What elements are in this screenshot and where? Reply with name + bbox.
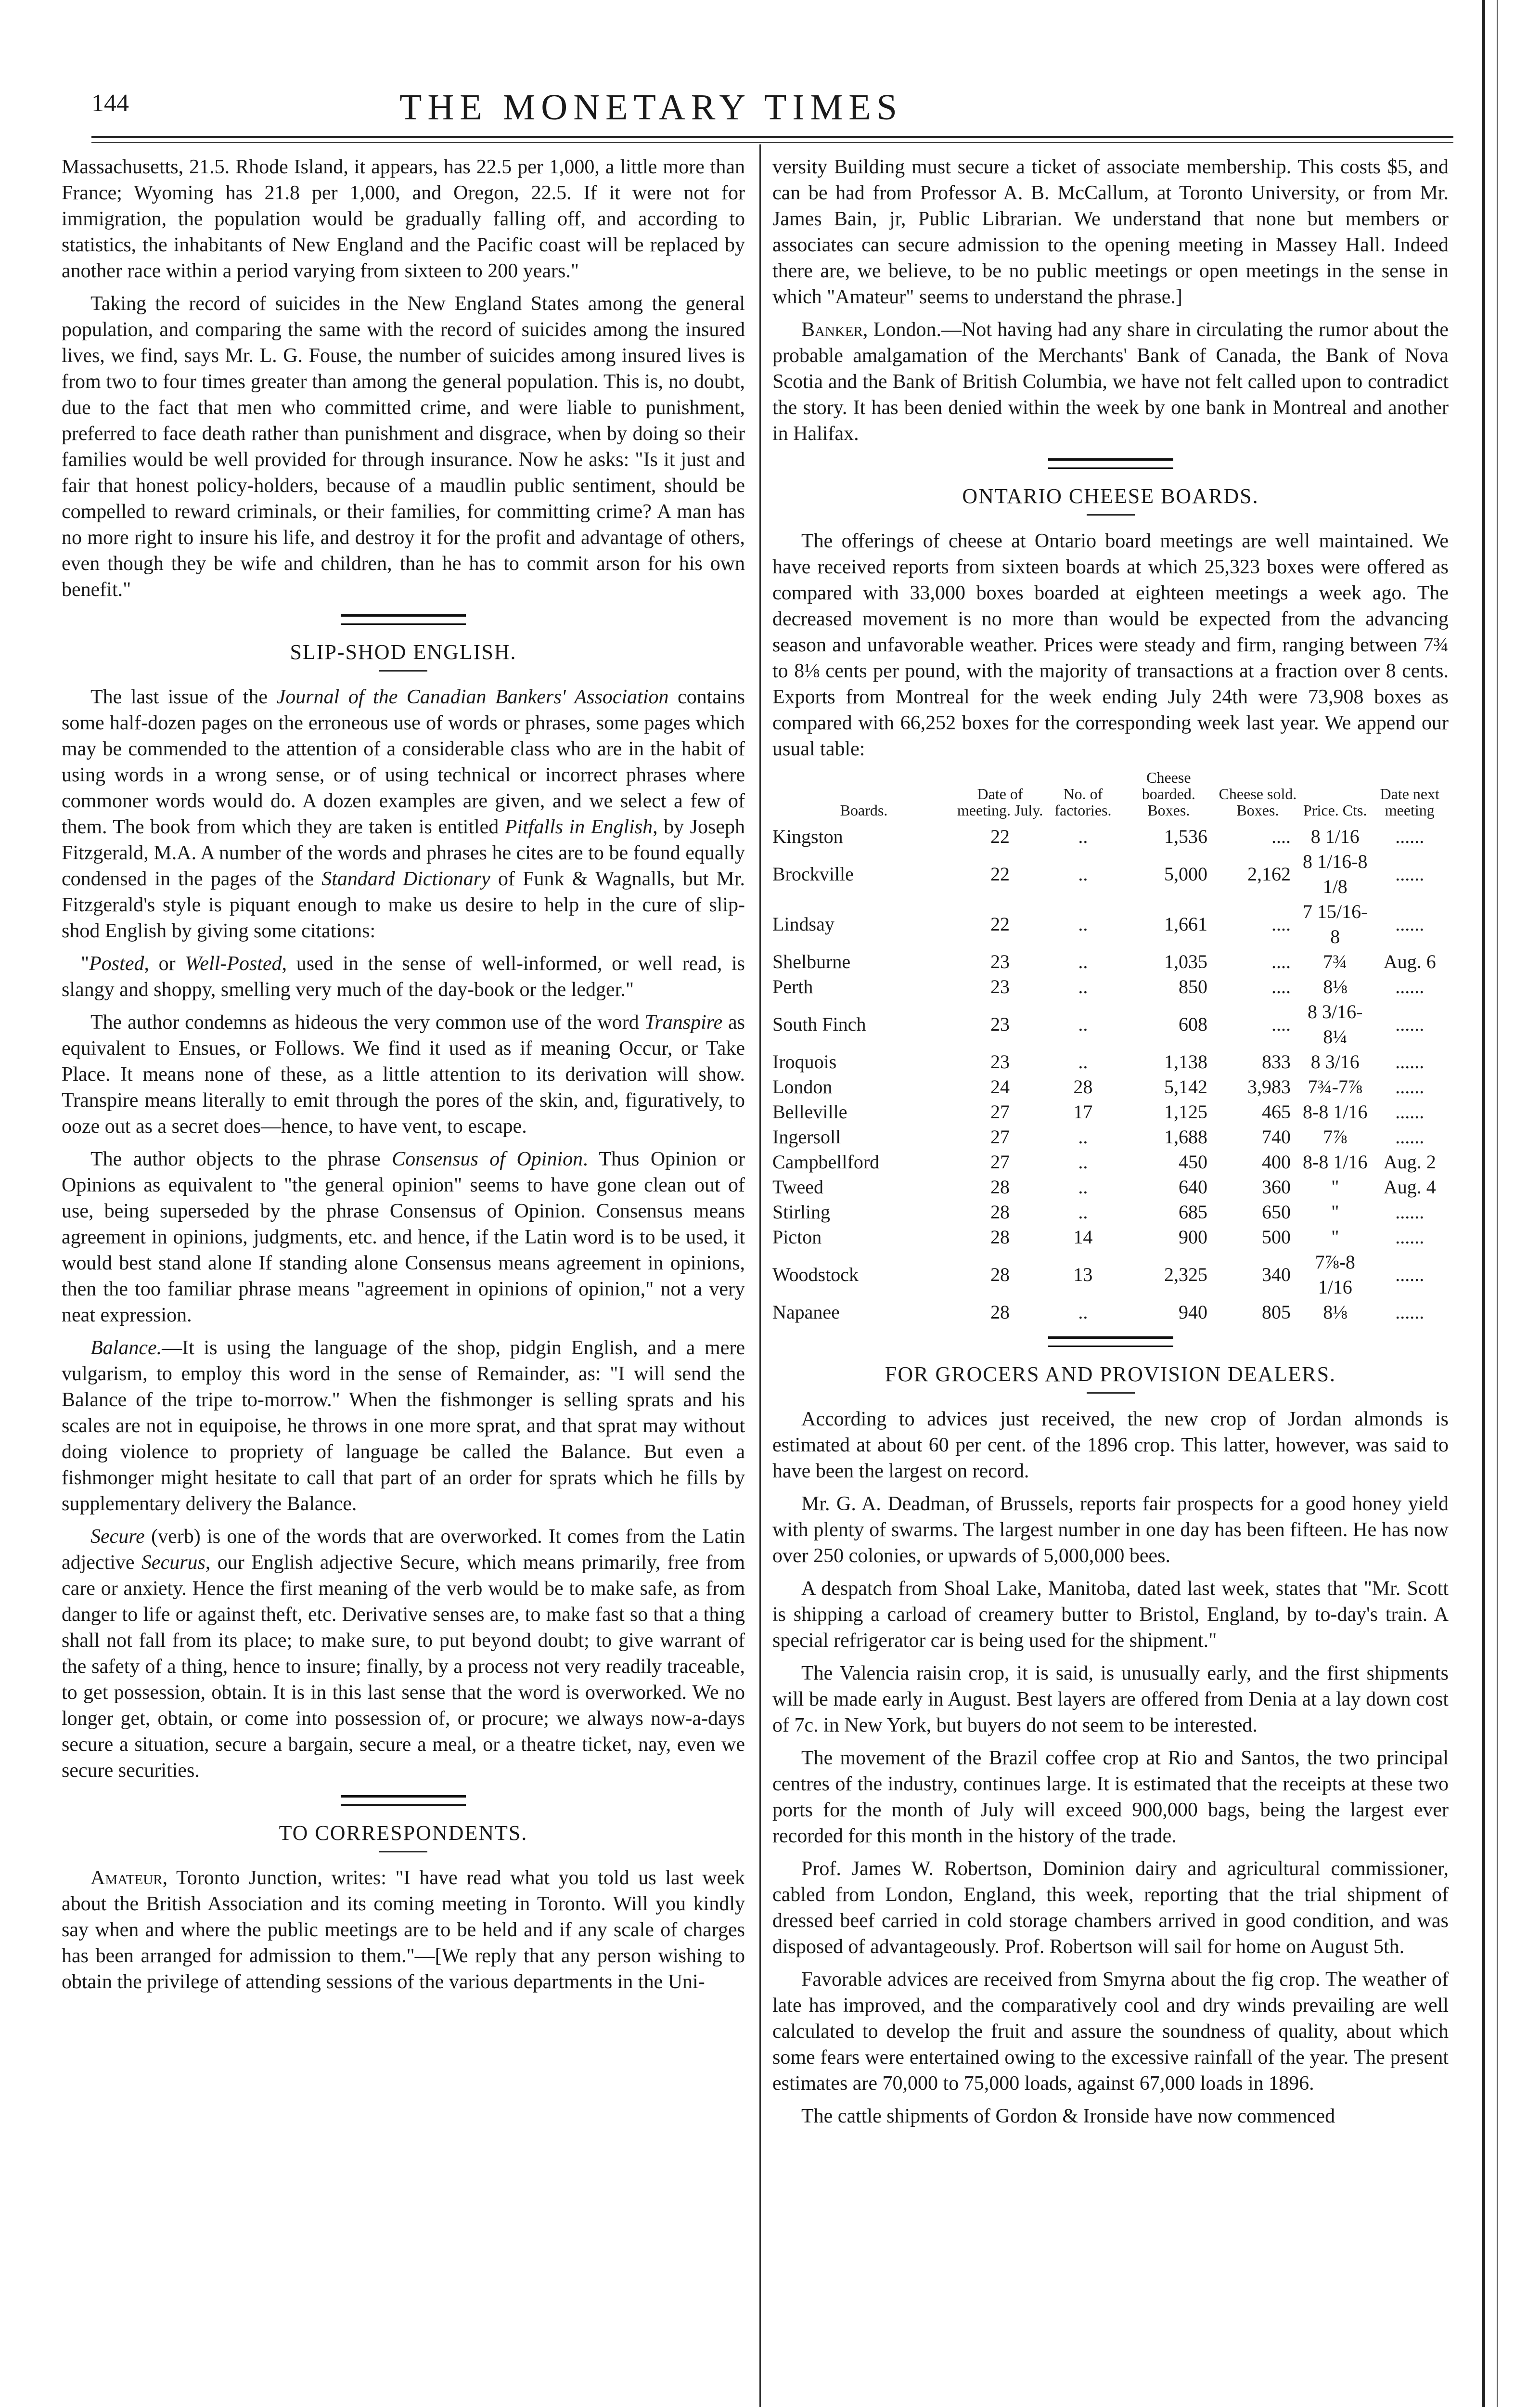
- board-name-cell: Stirling: [772, 1201, 831, 1223]
- table-row: [772, 1300, 1449, 1325]
- table-cell: 7¾-7⅞: [1308, 1076, 1362, 1098]
- table-cell: ......: [1395, 913, 1424, 935]
- table-cell: 1,138: [1164, 1051, 1207, 1073]
- table-cell: 22: [990, 826, 1010, 847]
- table-cell: ..: [1078, 951, 1088, 972]
- table-cell: ": [1331, 1226, 1339, 1248]
- table-cell: 2,162: [1247, 863, 1291, 885]
- table-cell: 650: [1261, 1201, 1291, 1223]
- section-heading-correspondents: TO CORRESPONDENTS.: [279, 1821, 528, 1845]
- board-name-cell: Belleville: [772, 1101, 847, 1123]
- cheese-boards-table: [772, 769, 1449, 1325]
- heading-rule: [1087, 514, 1135, 516]
- quotation: "Posted, or Well-Posted, used in the sense of well-informed, or well read, is slangy and shoppy, smelling very much of the day-book or the ledger.": [62, 953, 745, 1001]
- masthead-title: THE MONETARY TIMES: [399, 87, 903, 128]
- table-cell: 850: [1178, 976, 1207, 997]
- table-row: [772, 899, 1449, 949]
- section-heading-cheese: ONTARIO CHEESE BOARDS.: [962, 484, 1259, 508]
- table-cell: 13: [1073, 1264, 1093, 1285]
- table-row: [772, 999, 1449, 1049]
- paragraph: A despatch from Shoal Lake, Manitoba, dated last week, states that "Mr. Scott is shipping a carload of creamery butter to Bristol, England, by to-day's train. A special refrigerator car is being used for the shipment.": [772, 1578, 1449, 1652]
- table-row: [772, 1150, 1449, 1175]
- paragraph: Prof. James W. Robertson, Dominion dairy and agricultural commissioner, cabled from London, England, this week, reporting that the trial shipment of dressed beef carried in cold storage chambers arrived in good condition, and was disposed of advantageously. Prof. Robertson will sail for home on August 5th.: [772, 1858, 1449, 1958]
- table-cell: 940: [1178, 1301, 1207, 1323]
- table-row: [772, 949, 1449, 974]
- table-cell: ......: [1395, 826, 1424, 847]
- page-header: [0, 0, 1540, 144]
- paragraph: Balance.—It is using the language of the shop, pidgin English, and a mere vulgarism, to employ this word in the sense of Remainder, as: "I will send the Balance of the tripe to-morrow." When the fishmonger is selling sprats and his scales are not in equipoise, he throws in one more sprat, and that sprat may without doing violence to propriety of language be called the Balance. But even a fishmonger might hesitate to call that part of an order for sprats which he fills by supplementary delivery the Balance.: [62, 1337, 745, 1515]
- table-cell: 27: [990, 1151, 1010, 1173]
- heading-rule: [379, 1851, 427, 1852]
- board-name-cell: Napanee: [772, 1301, 840, 1323]
- table-row: [772, 1250, 1449, 1300]
- column-header: Date next meeting: [1380, 785, 1440, 819]
- table-cell: 22: [990, 913, 1010, 935]
- column-header: Cheese boarded. Boxes.: [1142, 769, 1195, 819]
- table-cell: 900: [1178, 1226, 1207, 1248]
- paragraph: The last issue of the Journal of the Canadian Bankers' Association contains some half-dozen pages on the erroneous use of words or phrases, some pages which may be commended to the attention of a considerable class who are in the habit of using words in a wrong sense, or of using technical or incorrect phrases where commoner words would do. A dozen examples are given, and we select a few of them. The book from which they are taken is entitled Pitfalls in English, by Joseph Fitzgerald, M.A. A number of the words and phrases he cites are to be found equally condensed in the pages of the Standard Dictionary of Funk & Wagnalls, but Mr. Fitzgerald's style is piquant enough to make us desire to help in the cure of slip-shod English by giving some citations:: [62, 686, 745, 942]
- table-cell: 14: [1073, 1226, 1093, 1248]
- table-cell: 23: [990, 951, 1010, 972]
- heading-rule: [1087, 1392, 1135, 1394]
- table-cell: 5,142: [1164, 1076, 1207, 1098]
- table-cell: 27: [990, 1126, 1010, 1148]
- table-cell: 28: [990, 1264, 1010, 1285]
- table-cell: 28: [990, 1176, 1010, 1198]
- paragraph: The cattle shipments of Gordon & Ironside have now commenced: [801, 2105, 1335, 2127]
- left-column: [62, 154, 745, 2002]
- paragraph: The author objects to the phrase Consensus of Opinion. Thus Opinion or Opinions as equivalent to "the general opinion" seems to have gone clean out of use, being superseded by the phrase Consensus of Opinion. Consensus means agreement in opinions, judgments, etc. and hence, if the Latin word is to be used, it would best stand alone If standing alone Consensus means agreement in opinions, then the too familiar phrase means "agreement in opinions of opinion," not a very neat expression.: [62, 1148, 745, 1326]
- board-name-cell: South Finch: [772, 1013, 866, 1035]
- paragraph: The Valencia raisin crop, it is said, is unusually early, and the first shipments will be made early in August. Best layers are offered from Denia at a lay down cost of 7c. in New York, but buyers do not seem to be interested.: [772, 1662, 1449, 1736]
- table-row: [772, 1175, 1449, 1200]
- table-cell: 27: [990, 1101, 1010, 1123]
- section-divider: [341, 1795, 466, 1806]
- table-cell: 8⅛: [1323, 976, 1348, 997]
- column-header: Boards.: [840, 802, 888, 819]
- table-cell: 1,661: [1164, 913, 1207, 935]
- table-cell: 340: [1261, 1264, 1291, 1285]
- table-cell: ....: [1271, 826, 1291, 847]
- table-cell: 8⅛: [1323, 1301, 1348, 1323]
- table-cell: 28: [990, 1226, 1010, 1248]
- table-cell: ..: [1078, 1051, 1088, 1073]
- table-row: [772, 1049, 1449, 1074]
- board-name-cell: Tweed: [772, 1176, 824, 1198]
- paragraph: Amateur, Toronto Junction, writes: "I have read what you told us last week about the British Association and its coming meeting in Toronto. Will you kindly say when and where the public meetings are to be held and if any scale of charges has been arranged for admission to them."—[We reply that any person wishing to obtain the privilege of attending sessions of the various departments in the Uni-: [62, 1867, 745, 1993]
- page-edge-line: [1482, 0, 1485, 2407]
- table-cell: 7⅞: [1323, 1126, 1348, 1148]
- table-cell: ......: [1395, 1126, 1424, 1148]
- section-divider: [341, 614, 466, 625]
- table-cell: ..: [1078, 1126, 1088, 1148]
- section-divider: [1048, 1336, 1173, 1347]
- article-continuation: Massachusetts, 21.5. Rhode Island, it appears, has 22.5 per 1,000, a little more than France; Wyoming has 21.8 per 1,000, and Oregon, 22.5. If it were not for immigration, the population would be gradually falling off, and according to statistics, the inhabitants of New England and the Pacific coast will be replaced by another race within a period varying from sixteen to 200 years.": [62, 156, 745, 282]
- table-cell: ....: [1271, 976, 1291, 997]
- table-cell: 8-8 1/16: [1303, 1151, 1368, 1173]
- table-cell: ..: [1078, 976, 1088, 997]
- table-cell: ": [1331, 1201, 1339, 1223]
- table-cell: 450: [1178, 1151, 1207, 1173]
- table-cell: 740: [1261, 1126, 1291, 1148]
- table-cell: 8-8 1/16: [1303, 1101, 1368, 1123]
- section-heading-grocers: FOR GROCERS AND PROVISION DEALERS.: [885, 1362, 1336, 1386]
- article-continuation: versity Building must secure a ticket of associate membership. This costs $5, and can be had from Professor A. B. McCallum, at Toronto University, or from Mr. James Bain, jr, Public Librarian. We understand that none but members or associates can secure admission to the opening meeting in Massey Hall. Indeed there are, we believe, to be no public meetings or open meetings in the sense in which "Amateur" seems to understand the phrase.]: [772, 156, 1449, 308]
- paragraph: Favorable advices are received from Smyrna about the fig crop. The weather of late has improved, and the comparatively cool and dry winds prevailing are well calculated to develop the fruit and assure the soundness of quality, about which some fears were entertained owing to the excessive rainfall of the year. The present estimates are 70,000 to 75,000 loads, against 67,000 loads in 1896.: [772, 1968, 1449, 2095]
- table-cell: ": [1331, 1176, 1339, 1198]
- table-cell: ......: [1395, 976, 1424, 997]
- board-name-cell: Lindsay: [772, 913, 834, 935]
- board-name-cell: Woodstock: [772, 1264, 859, 1285]
- board-name-cell: Campbellford: [772, 1151, 880, 1173]
- table-cell: 8 1/16-8 1/8: [1303, 851, 1368, 897]
- table-cell: ......: [1395, 1301, 1424, 1323]
- board-name-cell: Brockville: [772, 863, 854, 885]
- column-header: Cheese sold. Boxes.: [1219, 785, 1297, 819]
- board-name-cell: Perth: [772, 976, 813, 997]
- board-name-cell: Iroquois: [772, 1051, 837, 1073]
- table-cell: ......: [1395, 1226, 1424, 1248]
- table-cell: ..: [1078, 826, 1088, 847]
- board-name-cell: Ingersoll: [772, 1126, 841, 1148]
- paragraph: Taking the record of suicides in the New England States among the general population, and comparing the same with the record of suicides among the insured lives, we find, says Mr. L. G. Fouse, the number of suicides among insured lives is from two to four times greater than among the general population. This is, no doubt, due to the fact that men who committed crime, and were liable to punishment, preferred to face death rather than punishment and disgrace, when by doing so their families would be well provided for through insurance. Now he asks: "Is it just and fair that honest policy-holders, because of a maudlin public sentiment, should be compelled to reward criminals, or their families, for committing crime? A man has no more right to insure his life, and destroy it for the profit and advantage of others, even though they be wife and children, than he has to commit arson for his own benefit.": [62, 293, 745, 601]
- paragraph: The offerings of cheese at Ontario board meetings are well maintained. We have received reports from sixteen boards at which 25,323 boxes were offered as compared with 33,000 boxes boarded at eighteen meetings a week ago. The decreased movement is no more than would be expected from the advancing season and unfavorable weather. Prices were steady and firm, ranging between 7¾ to 8⅛ cents per pound, with the majority of transactions at a fraction over 8 cents. Exports from Montreal for the week ending July 24th were 73,908 boxes as compared with 66,252 boxes for the corresponding week last year. We append our usual table:: [772, 530, 1449, 760]
- table-cell: ....: [1271, 951, 1291, 972]
- table-cell: 640: [1178, 1176, 1207, 1198]
- table-row: [772, 1225, 1449, 1250]
- table-cell: ..: [1078, 1013, 1088, 1035]
- table-row: [772, 1125, 1449, 1150]
- paragraph: Banker, London.—Not having had any share in circulating the rumor about the probable amalgamation of the Merchants' Bank of Canada, the Bank of Nova Scotia and the Bank of British Columbia, we have not felt called upon to contradict the story. It has been denied within the week by one bank in Montreal and another in Halifax.: [772, 319, 1449, 445]
- table-cell: 2,325: [1164, 1264, 1207, 1285]
- table-cell: 23: [990, 976, 1010, 997]
- table-cell: ......: [1395, 1264, 1424, 1285]
- column-header: Price. Cts.: [1303, 802, 1367, 819]
- board-name-cell: Kingston: [772, 826, 843, 847]
- table-cell: ..: [1078, 863, 1088, 885]
- table-row: [772, 1200, 1449, 1225]
- table-cell: 7⅞-8 1/16: [1315, 1251, 1355, 1298]
- paragraph: The author condemns as hideous the very common use of the word Transpire as equivalent to Ensues, or Follows. We find it used as if meaning Occur, or Take Place. It means none of these, as a little attention to its derivation will show. Transpire means literally to emit through the pores of the skin, and, figuratively, to ooze out as a secret does—hence, to have vent, to escape.: [62, 1011, 745, 1138]
- table-cell: 24: [990, 1076, 1010, 1098]
- table-cell: 28: [1073, 1076, 1093, 1098]
- page-number: 144: [91, 90, 129, 117]
- table-cell: 8 1/16: [1310, 826, 1360, 847]
- section-divider: [1048, 458, 1173, 469]
- table-cell: ......: [1395, 1013, 1424, 1035]
- table-cell: 500: [1261, 1226, 1291, 1248]
- table-cell: 22: [990, 863, 1010, 885]
- table-cell: 8 3/16-8¼: [1308, 1001, 1363, 1048]
- table-cell: 28: [990, 1301, 1010, 1323]
- paragraph: Mr. G. A. Deadman, of Brussels, reports fair prospects for a good honey yield with plenty of swarms. The largest number in one day has been fifteen. He has now over 250 colonies, or upwards of 5,000,000 bees.: [772, 1493, 1449, 1567]
- column-header: No. of factories.: [1054, 785, 1112, 819]
- paragraph: According to advices just received, the new crop of Jordan almonds is estimated at about 60 per cent. of the 1896 crop. This latter, however, was said to have been the largest on record.: [772, 1408, 1449, 1482]
- board-name-cell: London: [772, 1076, 833, 1098]
- table-cell: 1,688: [1164, 1126, 1207, 1148]
- table-row: [772, 1100, 1449, 1125]
- table-cell: 833: [1261, 1051, 1291, 1073]
- table-cell: 7 15/16-8: [1303, 901, 1368, 947]
- table-cell: ......: [1395, 1101, 1424, 1123]
- table-cell: Aug. 2: [1383, 1151, 1436, 1173]
- paragraph: Secure (verb) is one of the words that are overworked. It comes from the Latin adjective Securus, our English adjective Secure, which means primarily, free from care or anxiety. Hence the first meaning of the verb would be to make safe, as from danger to life or against theft, etc. Derivative senses are, to make fast so that a thing shall not fall from its place; to make sure, to put beyond doubt; to give warrant of the safety of a thing, hence to insure; finally, by a process not very readily traceable, to get possession, obtain. It is in this last sense that the word is overworked. We no longer get, obtain, or come into possession of, or procure; we always now-a-days secure a situation, secure a bargain, secure a meal, or a theatre ticket, nay, even we secure securities.: [62, 1526, 745, 1782]
- table-cell: 28: [990, 1201, 1010, 1223]
- table-cell: ..: [1078, 1201, 1088, 1223]
- table-cell: 23: [990, 1013, 1010, 1035]
- table-cell: 608: [1178, 1013, 1207, 1035]
- table-cell: Aug. 4: [1383, 1176, 1436, 1198]
- header-rule-thin: [91, 142, 1453, 143]
- table-body: [772, 824, 1449, 1325]
- column-divider: [759, 144, 761, 2407]
- table-cell: 1,536: [1164, 826, 1207, 847]
- table-cell: ..: [1078, 1176, 1088, 1198]
- page-edge-line-thin: [1497, 0, 1498, 2407]
- table-cell: 1,125: [1164, 1101, 1207, 1123]
- table-cell: 685: [1178, 1201, 1207, 1223]
- table-cell: ......: [1395, 863, 1424, 885]
- table-cell: ......: [1395, 1051, 1424, 1073]
- table-cell: 17: [1073, 1101, 1093, 1123]
- table-cell: Aug. 6: [1383, 951, 1436, 972]
- table-row: [772, 974, 1449, 999]
- table-header-row: [772, 769, 1449, 824]
- header-rule: [91, 136, 1453, 138]
- table-cell: 3,983: [1247, 1076, 1291, 1098]
- table-cell: 5,000: [1164, 863, 1207, 885]
- section-heading-slipshod: SLIP-SHOD ENGLISH.: [290, 640, 517, 664]
- table-row: [772, 824, 1449, 849]
- table-cell: 1,035: [1164, 951, 1207, 972]
- table-cell: ..: [1078, 1151, 1088, 1173]
- table-cell: 805: [1261, 1301, 1291, 1323]
- table-cell: ..: [1078, 913, 1088, 935]
- table-cell: 8 3/16: [1310, 1051, 1360, 1073]
- heading-rule: [379, 670, 427, 672]
- table-row: [772, 849, 1449, 899]
- board-name-cell: Shelburne: [772, 951, 851, 972]
- table-cell: ..: [1078, 1301, 1088, 1323]
- table-cell: ......: [1395, 1201, 1424, 1223]
- table-cell: 7¾: [1323, 951, 1348, 972]
- table-cell: ....: [1271, 1013, 1291, 1035]
- table-cell: 23: [990, 1051, 1010, 1073]
- table-cell: 465: [1261, 1101, 1291, 1123]
- right-column: [772, 154, 1449, 2136]
- table-cell: ......: [1395, 1076, 1424, 1098]
- column-header: Date of meeting. July.: [957, 785, 1043, 819]
- board-name-cell: Picton: [772, 1226, 822, 1248]
- table-cell: 400: [1261, 1151, 1291, 1173]
- paragraph: The movement of the Brazil coffee crop at Rio and Santos, the two principal centres of the industry, continues large. It is estimated that the receipts at these two ports for the month of July will exceed 900,000 bags, being the largest ever recorded for this month in the history of the trade.: [772, 1747, 1449, 1847]
- table-cell: 360: [1261, 1176, 1291, 1198]
- table-row: [772, 1074, 1449, 1100]
- table-cell: ....: [1271, 913, 1291, 935]
